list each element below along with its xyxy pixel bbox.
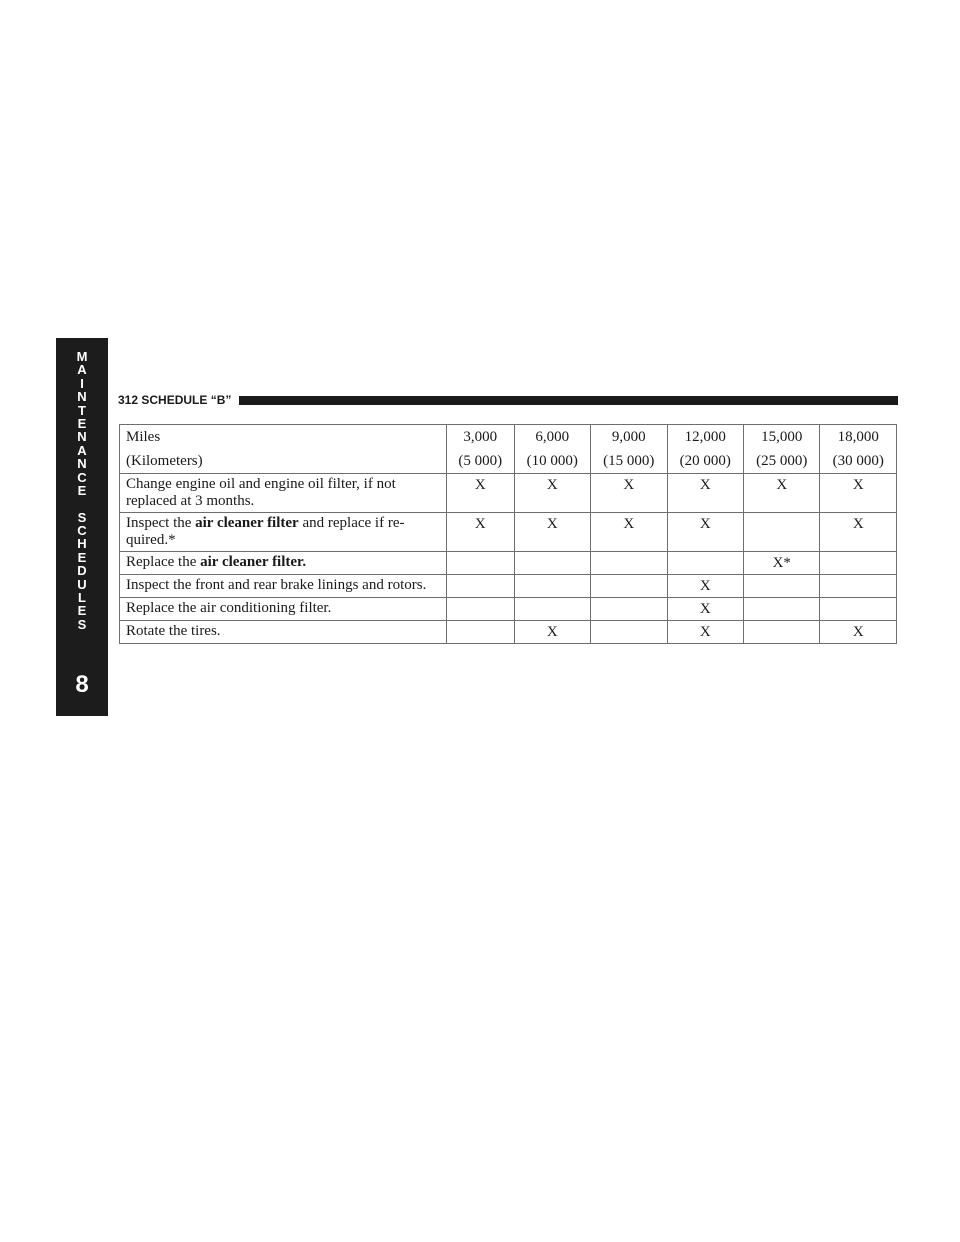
- maintenance-schedule-table: [119, 424, 897, 644]
- service-description: [120, 513, 447, 552]
- interval-header: [820, 425, 897, 474]
- side-tab-letter: A: [77, 442, 87, 458]
- schedule-mark: [667, 552, 743, 575]
- interval-miles: 18,000: [837, 429, 879, 445]
- header-rule: [239, 396, 898, 405]
- schedule-mark: [820, 598, 897, 621]
- table-row: [120, 621, 897, 644]
- side-tab-letter: E: [77, 415, 87, 431]
- interval-header: [447, 425, 515, 474]
- side-tab-letter: T: [78, 402, 86, 418]
- schedule-mark: X: [514, 513, 590, 552]
- side-tab-letter: S: [77, 616, 87, 632]
- schedule-mark: X: [820, 474, 897, 513]
- side-tab-letter: S: [77, 509, 87, 525]
- schedule-mark: [820, 575, 897, 598]
- interval-miles: 3,000: [463, 429, 498, 445]
- schedule-mark: X*: [744, 552, 820, 575]
- service-description: [120, 598, 447, 621]
- side-tab-letter: A: [77, 362, 87, 378]
- description-text: Change engine oil and engine oil filter, if not replaced at 3 months.: [126, 476, 396, 509]
- page-number-and-title: 312 SCHEDULE “B”: [118, 393, 232, 407]
- schedule-mark: [744, 513, 820, 552]
- table-row: [120, 552, 897, 575]
- interval-km: (5 000): [458, 453, 503, 469]
- interval-km: (10 000): [526, 453, 578, 469]
- side-tab-letter: N: [77, 429, 87, 445]
- table-row: [120, 598, 897, 621]
- table-header-row: [120, 425, 897, 474]
- miles-label: Miles: [126, 429, 161, 445]
- side-tab-letter: E: [77, 549, 87, 565]
- schedule-mark: X: [820, 513, 897, 552]
- service-description: [120, 552, 447, 575]
- side-tab-letter: E: [77, 482, 87, 498]
- schedule-mark: [744, 575, 820, 598]
- interval-header: [744, 425, 820, 474]
- schedule-mark: [591, 598, 667, 621]
- interval-km: (15 000): [603, 453, 655, 469]
- side-tab-letter: D: [77, 563, 87, 579]
- schedule-mark: X: [514, 621, 590, 644]
- interval-miles: 15,000: [761, 429, 803, 445]
- service-description: [120, 474, 447, 513]
- description-text: Inspect the front and rear brake linings and rotors.: [126, 577, 427, 593]
- interval-km: (30 000): [832, 453, 884, 469]
- chapter-number: 8: [75, 671, 89, 698]
- schedule-mark: X: [667, 575, 743, 598]
- side-tab-letter: H: [77, 536, 87, 552]
- schedule-mark: [514, 598, 590, 621]
- schedule-mark: X: [514, 474, 590, 513]
- schedule-mark: X: [591, 513, 667, 552]
- schedule-mark: X: [820, 621, 897, 644]
- description-text: Replace the air conditioning filter.: [126, 600, 332, 616]
- kilometers-label: (Kilometers): [126, 453, 203, 469]
- description-text: Replace the: [126, 554, 201, 570]
- description-text: Rotate the tires.: [126, 623, 221, 639]
- interval-header: [514, 425, 590, 474]
- interval-km: (25 000): [756, 453, 808, 469]
- schedule-mark: [447, 598, 515, 621]
- schedule-mark: [591, 575, 667, 598]
- chapter-side-tab: [56, 338, 108, 716]
- side-tab-letter: E: [77, 603, 87, 619]
- description-text-continued: and replace if re- quired.*: [126, 515, 405, 548]
- schedule-mark: [820, 552, 897, 575]
- schedule-mark: X: [447, 474, 515, 513]
- schedule-mark: X: [744, 474, 820, 513]
- schedule-mark: [591, 621, 667, 644]
- schedule-mark: [447, 575, 515, 598]
- interval-miles: 12,000: [684, 429, 726, 445]
- side-tab-letter: U: [77, 576, 87, 592]
- schedule-mark: [447, 552, 515, 575]
- schedule-mark: [591, 552, 667, 575]
- schedule-body: [120, 474, 897, 644]
- interval-miles: 6,000: [535, 429, 570, 445]
- side-tab-letter: L: [78, 590, 86, 606]
- side-tab-letter: N: [77, 456, 87, 472]
- schedule-mark: X: [591, 474, 667, 513]
- schedule-mark: [514, 575, 590, 598]
- schedule-mark: [514, 552, 590, 575]
- interval-header: [591, 425, 667, 474]
- side-tab-letter: C: [77, 523, 87, 539]
- schedule-mark: X: [667, 474, 743, 513]
- description-emphasis: air cleaner filter: [195, 515, 299, 531]
- interval-miles: 9,000: [611, 429, 646, 445]
- side-tab-letter: C: [77, 469, 87, 485]
- schedule-mark: [744, 598, 820, 621]
- table-row: [120, 513, 897, 552]
- schedule-mark: X: [667, 513, 743, 552]
- side-tab-letter: M: [76, 349, 88, 364]
- description-text: Inspect the: [126, 515, 196, 531]
- page-header: [118, 392, 898, 408]
- header-label-cell: [120, 425, 447, 474]
- schedule-mark: X: [667, 621, 743, 644]
- interval-km: (20 000): [679, 453, 731, 469]
- table-row: [120, 575, 897, 598]
- schedule-mark: [744, 621, 820, 644]
- interval-header: [667, 425, 743, 474]
- side-tab-letters: [56, 350, 108, 631]
- service-description: [120, 575, 447, 598]
- side-tab-letter: I: [80, 375, 84, 391]
- service-description: [120, 621, 447, 644]
- table-row: [120, 474, 897, 513]
- schedule-mark: [447, 621, 515, 644]
- schedule-mark: X: [447, 513, 515, 552]
- description-emphasis: air cleaner filter.: [200, 554, 307, 570]
- schedule-mark: X: [667, 598, 743, 621]
- side-tab-letter: N: [77, 389, 87, 405]
